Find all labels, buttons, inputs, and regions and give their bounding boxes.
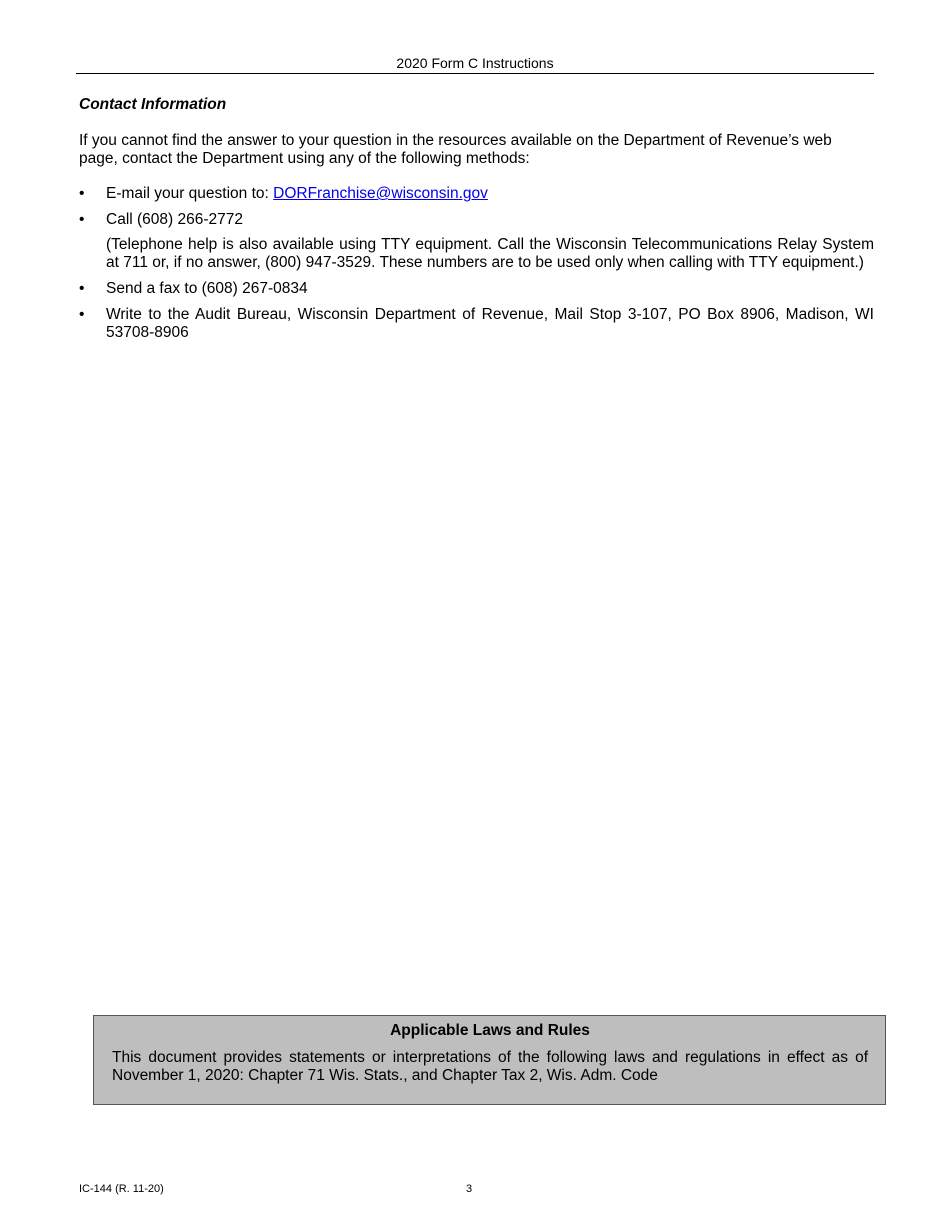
footer-page-number: 3 <box>466 1183 473 1195</box>
intro-paragraph: If you cannot find the answer to your question in the resources available on the Department of Revenue’s web page, contact the Department using any of the following methods: <box>79 132 832 167</box>
bullet-icon: • <box>79 185 85 202</box>
list-item-call <box>79 211 874 272</box>
tty-note: (Telephone help is also available using TTY equipment. Call the Wisconsin Telecommunications Relay System at 711 or, if no answer, (800) 947-3529. These numbers are to be used only when calling with TTY equipment.) <box>106 236 874 271</box>
write-text: Write to the Audit Bureau, Wisconsin Department of Revenue, Mail Stop 3-107, PO Box 8906, Madison, WI 53708-8906 <box>106 306 874 341</box>
bullet-icon: • <box>79 306 85 323</box>
applicable-laws-box <box>93 1015 886 1105</box>
list-item-email <box>79 185 874 203</box>
list-item-fax <box>79 280 874 298</box>
section-heading-contact: Contact Information <box>79 96 227 113</box>
list-item-write <box>79 306 874 342</box>
bullet-icon: • <box>79 280 85 297</box>
email-link[interactable]: DORFranchise@wisconsin.gov <box>273 185 488 202</box>
laws-body: This document provides statements or interpretations of the following laws and regulations in effect as of November 1, 2020: Chapter 71 Wis. Stats., and Chapter Tax 2, Wis. Adm. Code <box>112 1049 868 1084</box>
running-header: 2020 Form C Instructions <box>76 55 874 74</box>
laws-title: Applicable Laws and Rules <box>390 1022 590 1039</box>
bullet-icon: • <box>79 211 85 228</box>
footer-form-code: IC-144 (R. 11-20) <box>79 1183 164 1195</box>
fax-text: Send a fax to (608) 267-0834 <box>106 280 308 297</box>
email-prefix: E-mail your question to: <box>106 185 274 202</box>
contact-methods-list <box>79 185 874 342</box>
call-text: Call (608) 266-2772 <box>106 211 244 228</box>
